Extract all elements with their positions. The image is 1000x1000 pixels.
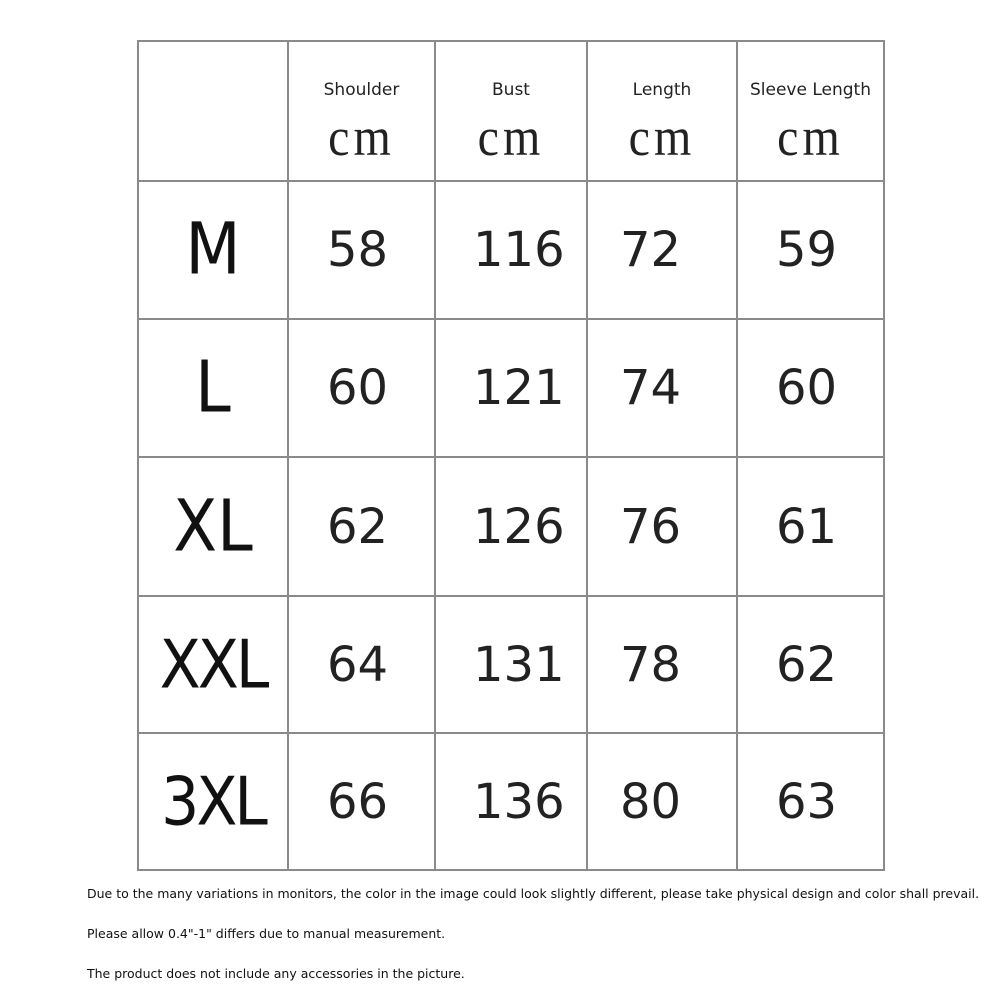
corner-cell <box>139 42 289 182</box>
header-unit: cm <box>477 107 545 168</box>
size-label: M <box>185 208 241 292</box>
length-value: 74 <box>620 360 682 416</box>
shoulder-value: 64 <box>327 636 389 693</box>
table-cell <box>738 458 883 597</box>
header-bust <box>436 42 588 182</box>
table-cell <box>588 597 738 734</box>
header-unit: cm <box>777 107 844 168</box>
shoulder-value: 60 <box>327 360 389 416</box>
table-cell <box>738 734 883 869</box>
monitor-color-note: Due to the many variations in monitors, the color in the image could look slightly different, please take physical design and color shall prevail. <box>87 886 980 901</box>
table-cell <box>436 182 588 320</box>
table-cell <box>289 734 436 869</box>
size-label: L <box>195 346 231 430</box>
size-chart-table <box>137 40 885 871</box>
length-value: 80 <box>620 773 682 830</box>
sleeve-length-value: 59 <box>776 222 838 278</box>
header-sleeve-length <box>738 42 883 182</box>
table-cell <box>289 597 436 734</box>
shoulder-value: 66 <box>327 773 389 830</box>
sleeve-length-value: 63 <box>776 773 838 830</box>
size-cell-3xl <box>139 734 289 869</box>
table-cell <box>588 182 738 320</box>
sleeve-length-value: 62 <box>776 636 838 693</box>
size-label: XXL <box>159 625 267 704</box>
length-value: 72 <box>620 222 682 278</box>
header-label: Shoulder <box>323 80 400 100</box>
size-cell-m <box>139 182 289 320</box>
size-label: XL <box>173 485 253 568</box>
table-cell <box>588 734 738 869</box>
shoulder-value: 58 <box>327 222 389 278</box>
size-cell-xl <box>139 458 289 597</box>
header-shoulder <box>289 42 436 182</box>
size-label: 3XL <box>161 762 265 841</box>
measurement-note: Please allow 0.4"-1" differs due to manual measurement. <box>87 926 446 941</box>
sleeve-length-value: 60 <box>776 360 838 416</box>
table-cell <box>289 182 436 320</box>
sleeve-length-value: 61 <box>776 498 838 555</box>
table-cell <box>738 597 883 734</box>
table-cell <box>289 458 436 597</box>
table-cell <box>738 320 883 458</box>
header-label: Sleeve Length <box>750 80 871 100</box>
header-label: Bust <box>492 80 530 100</box>
table-cell <box>436 597 588 734</box>
bust-value: 126 <box>473 498 565 555</box>
header-length <box>588 42 738 182</box>
table-cell <box>588 320 738 458</box>
bust-value: 121 <box>473 360 565 416</box>
length-value: 78 <box>620 636 682 693</box>
table-cell <box>289 320 436 458</box>
header-unit: cm <box>328 107 395 168</box>
length-value: 76 <box>620 498 682 555</box>
table-cell <box>738 182 883 320</box>
size-cell-xxl <box>139 597 289 734</box>
header-unit: cm <box>628 107 696 168</box>
accessories-note: The product does not include any accessories in the picture. <box>87 966 465 981</box>
shoulder-value: 62 <box>327 498 389 555</box>
bust-value: 131 <box>473 636 565 693</box>
table-cell <box>436 320 588 458</box>
table-cell <box>588 458 738 597</box>
table-cell <box>436 458 588 597</box>
header-label: Length <box>632 80 692 100</box>
bust-value: 116 <box>473 222 565 278</box>
table-cell <box>436 734 588 869</box>
bust-value: 136 <box>473 773 565 830</box>
size-cell-l <box>139 320 289 458</box>
